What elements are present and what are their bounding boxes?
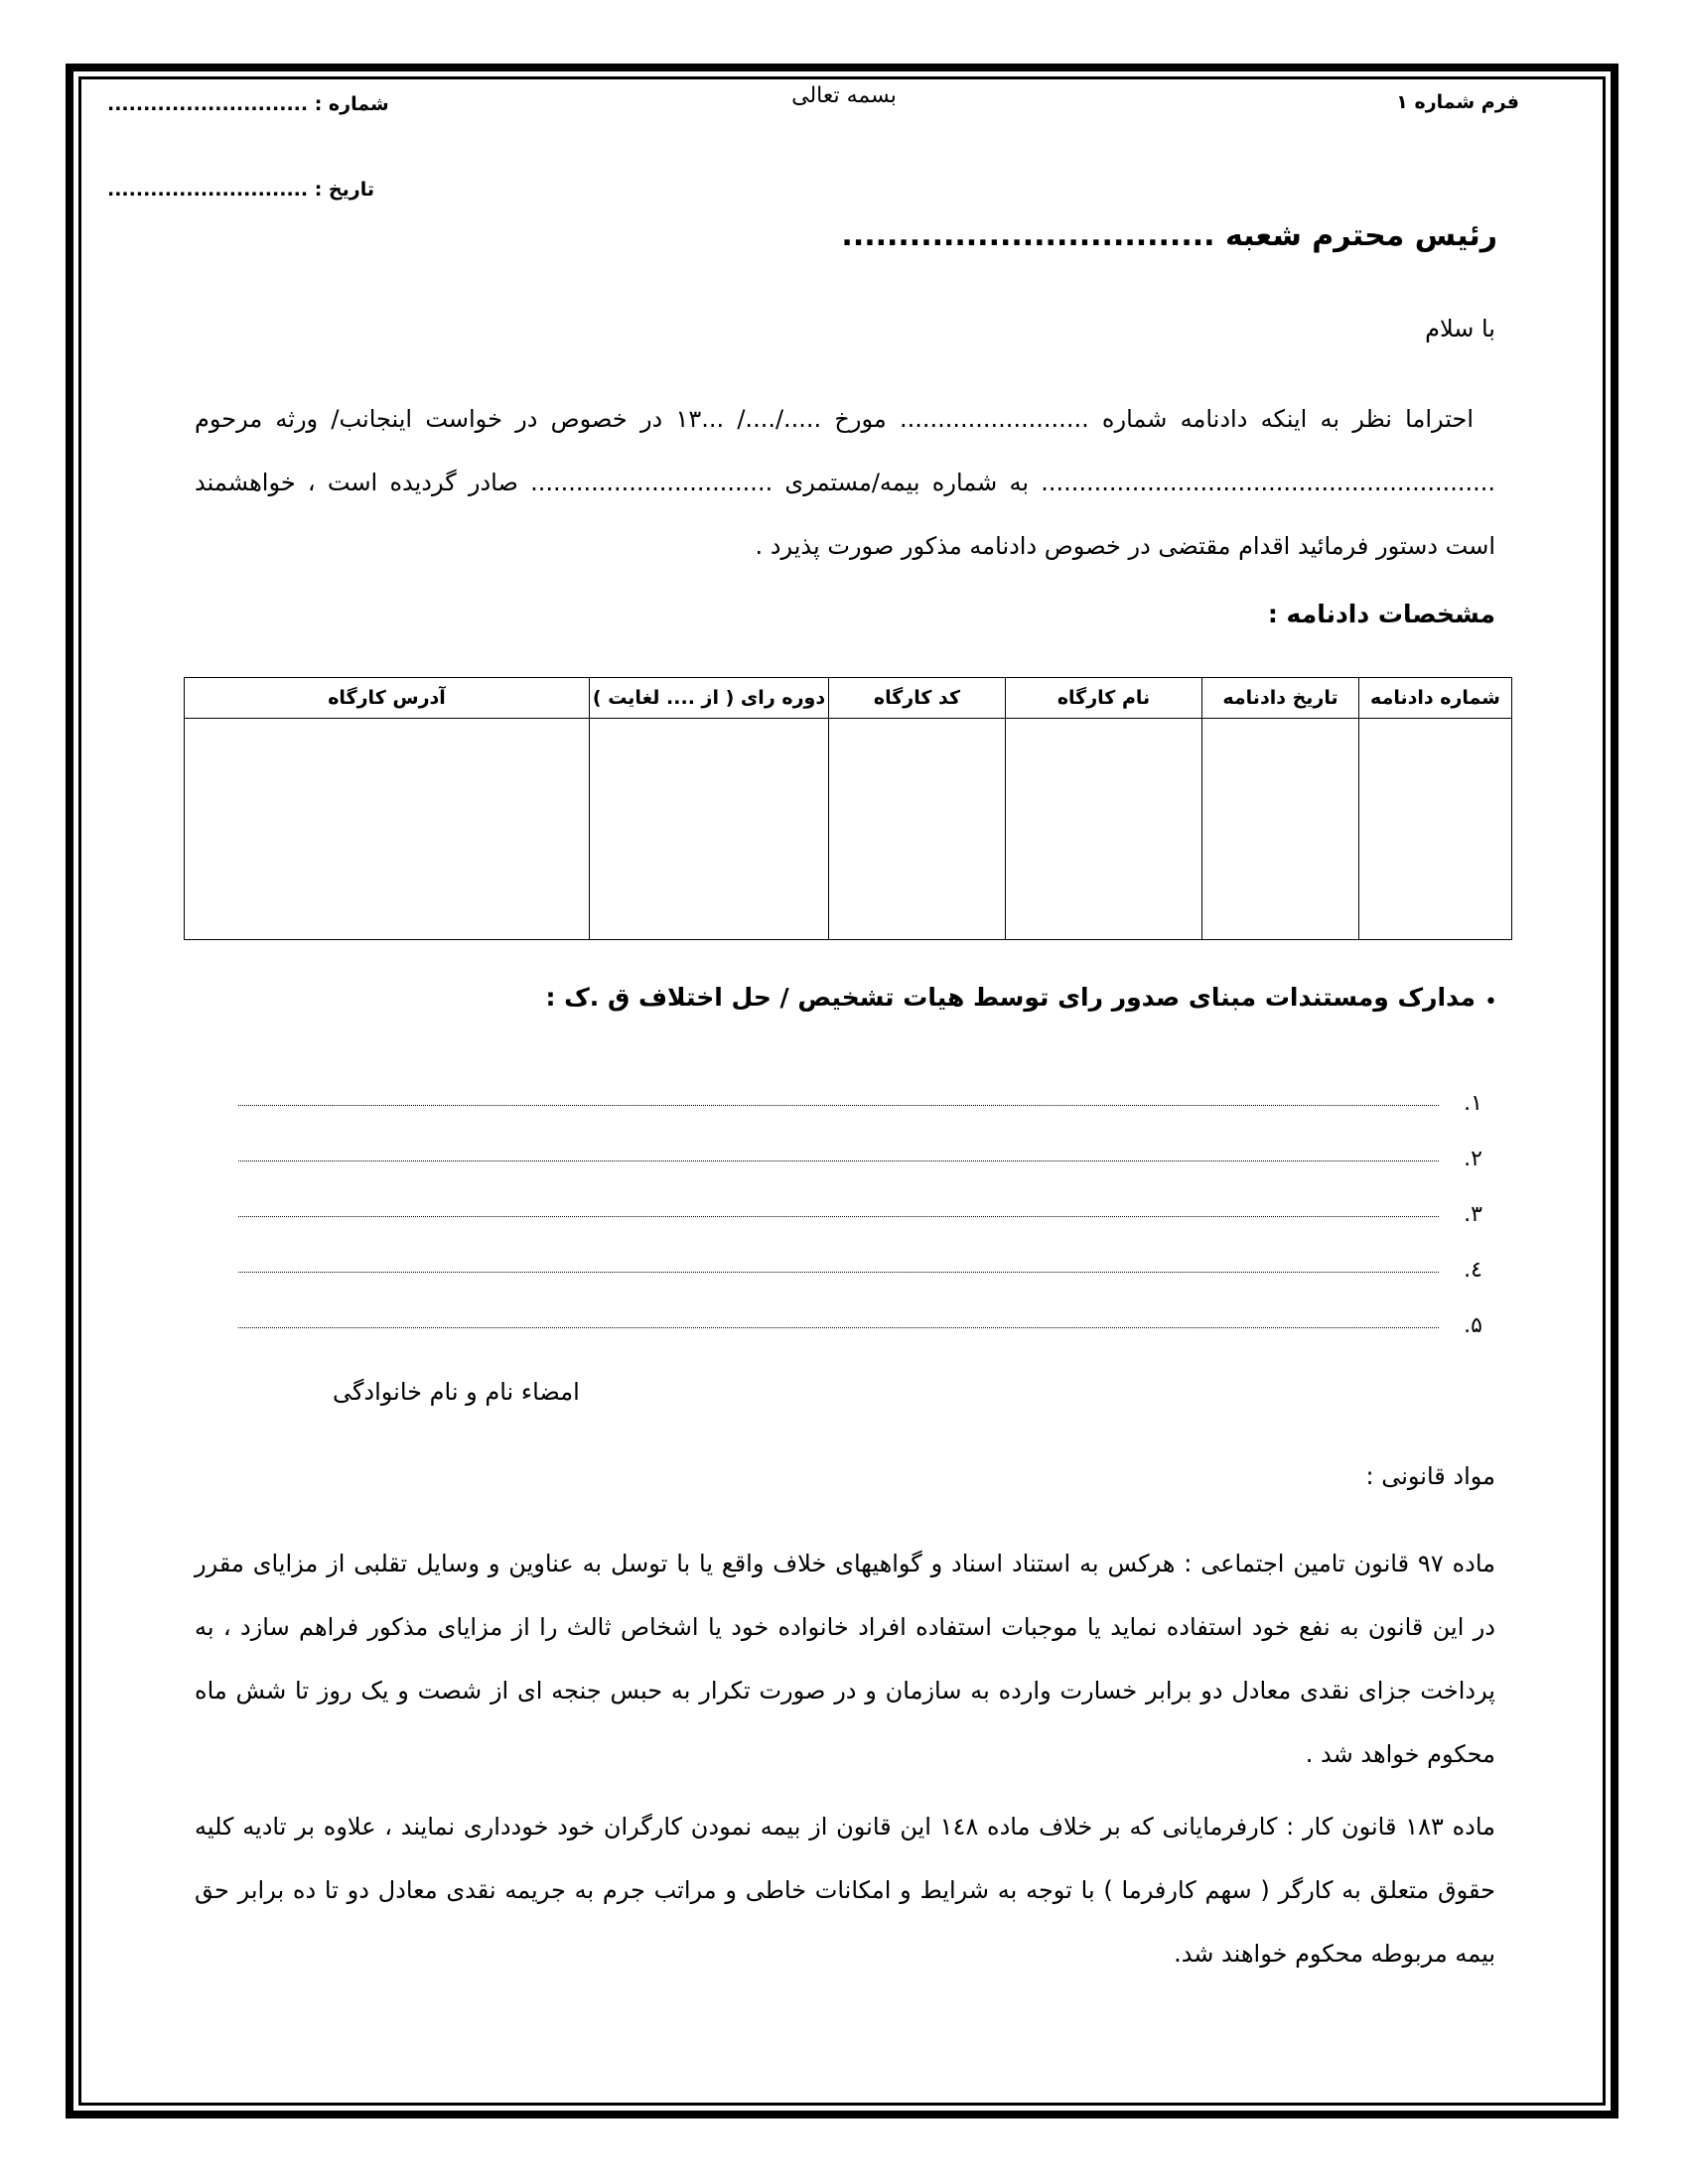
specs-title: مشخصات دادنامه : — [1267, 600, 1495, 628]
date-field[interactable]: تاریخ : ............................ — [107, 179, 374, 201]
list-item-number: ۱. — [1464, 1091, 1482, 1116]
cell-workshop-address[interactable] — [185, 719, 590, 940]
col-workshop-address: آدرس کارگاه — [185, 678, 590, 719]
verdict-specs-table — [184, 677, 1512, 940]
cell-workshop-code[interactable] — [829, 719, 1006, 940]
cell-workshop-name[interactable] — [1006, 719, 1202, 940]
col-verdict-date: تاریخ دادنامه — [1202, 678, 1359, 719]
list-item-number: ۲. — [1464, 1147, 1482, 1171]
list-item[interactable] — [238, 1060, 1482, 1116]
list-item[interactable] — [238, 1283, 1482, 1338]
list-item-line[interactable] — [238, 1271, 1439, 1273]
list-item-line[interactable] — [238, 1104, 1439, 1106]
list-item[interactable] — [238, 1171, 1482, 1227]
list-item-number: ۳. — [1464, 1202, 1482, 1227]
list-item[interactable] — [238, 1227, 1482, 1283]
request-paragraph: احتراما نظر به اینکه دادنامه شماره ......................... مورخ ...../..../ ...۱۳ در خصوص در خواست اینجانب/ ورثه مرحوم ............................................................ به شماره بیمه/مستمری ................................ صادر گردیده است ، خواهشمند است دستور فرمائید اقدام مقتضی در خصوص دادنامه مذکور صورت پذیرد . — [195, 405, 1495, 560]
number-field[interactable]: شماره : ............................ — [107, 93, 389, 115]
article-97-text: ماده ۹۷ قانون تامین اجتماعی : هرکس به استناد اسناد و گواهیهای خلاف واقع یا با توسل به عناوین و وسایل تقلبی از مزایای مقرر در این قانون به نفع خود استفاده نماید یا موجبات استفاده افراد خانواده خود یا اشخاص ثالث را از مزایای مذکور فراهم سازد ، به پرداخت جزای نقدی معادل دو برابر خسارت وارده به سازمان و در صورت تکرار به حبس جنجه ای از شصت و یک روز تا شش ماه محکوم خواهد شد . — [195, 1550, 1495, 1768]
list-item-line[interactable] — [238, 1160, 1439, 1161]
invocation-text: بسمه تعالی — [791, 83, 897, 108]
cell-verdict-period[interactable] — [590, 719, 829, 940]
greeting: با سلام — [1425, 315, 1495, 342]
list-item-number: ٤. — [1464, 1258, 1482, 1283]
table-header-row — [185, 678, 1512, 719]
list-item[interactable] — [238, 1116, 1482, 1171]
col-verdict-number: شماره دادنامه — [1359, 678, 1512, 719]
cell-verdict-number[interactable] — [1359, 719, 1512, 940]
legal-articles-title: مواد قانونی : — [1365, 1462, 1495, 1490]
article-183-text: ماده ۱۸۳ قانون کار : کارفرمایانی که بر خلاف ماده ۱٤۸ این قانون از بیمه نمودن کارگران خود خودداری نمایند ، علاوه بر تادیه کلیه حقوق متعلق به کارگر ( سهم کارفرما ) با توجه به شرایط و امکانات خاطی و مراتب جرم به جریمه نقدی معادل دو تا ده برابر حق بیمه مربوطه محکوم خواهند شد. — [195, 1813, 1495, 1968]
table-row — [185, 719, 1512, 940]
bullet-icon: • — [1484, 990, 1497, 1015]
col-verdict-period: دوره رای ( از .... لغایت ) — [590, 678, 829, 719]
form-number: فرم شماره ۱ — [1396, 91, 1519, 113]
col-workshop-name: نام کارگاه — [1006, 678, 1202, 719]
cell-verdict-date[interactable] — [1202, 719, 1359, 940]
list-item-line[interactable] — [238, 1326, 1439, 1328]
documents-list — [238, 1060, 1482, 1338]
list-item-line[interactable] — [238, 1215, 1439, 1217]
addressee-heading: رئیس محترم شعبه ................................. — [841, 218, 1497, 253]
signature-label: امضاء نام و نام خانوادگی — [333, 1378, 580, 1406]
list-item-number: ۵. — [1464, 1313, 1482, 1338]
col-workshop-code: کد کارگاه — [829, 678, 1006, 719]
documents-title: مدارک ومستندات مبنای صدور رای توسط هیات تشخیص / حل اختلاف ق .ک : — [545, 983, 1476, 1012]
